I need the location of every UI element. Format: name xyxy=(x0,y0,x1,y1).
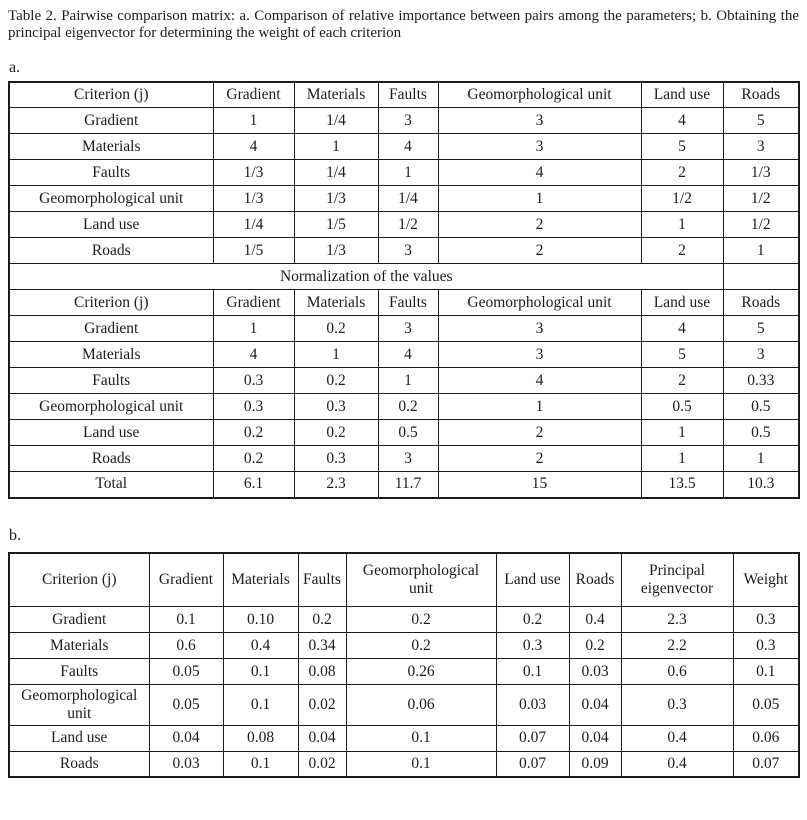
criterion-cell: Faults xyxy=(9,160,213,186)
value-cell: 1/3 xyxy=(213,186,294,212)
value-cell: 0.08 xyxy=(223,725,298,751)
table-row xyxy=(9,685,799,726)
criterion-cell: Land use xyxy=(9,725,149,751)
table-row xyxy=(9,751,799,777)
value-cell: 1 xyxy=(641,446,723,472)
section-b-label: b. xyxy=(9,526,21,544)
column-header-cell: Gradient xyxy=(213,290,294,316)
table-caption: Table 2. Pairwise comparison matrix: a. Comparison of relative importance between pairs among the parameters; b. Obtaining the principal eigenvector for determining the weight of each criterion xyxy=(8,8,799,41)
value-cell: 1/5 xyxy=(213,238,294,264)
value-cell: 0.03 xyxy=(149,751,223,777)
column-header-cell: Materials xyxy=(294,82,378,108)
column-header-cell: Roads xyxy=(723,82,799,108)
value-cell: 1 xyxy=(641,420,723,446)
value-cell: 0.3 xyxy=(621,685,733,726)
value-cell: 2.3 xyxy=(294,472,378,498)
value-cell: 0.05 xyxy=(733,685,799,726)
value-cell: 0.4 xyxy=(569,607,621,633)
column-header-cell: Weight xyxy=(733,553,799,607)
table-row xyxy=(9,553,799,607)
criterion-cell: Materials xyxy=(9,342,213,368)
value-cell: 2 xyxy=(438,420,641,446)
table-row xyxy=(9,212,799,238)
value-cell: 3 xyxy=(378,316,438,342)
value-cell: 1/3 xyxy=(213,160,294,186)
value-cell: 3 xyxy=(378,238,438,264)
criterion-cell: Faults xyxy=(9,368,213,394)
criterion-cell: Land use xyxy=(9,212,213,238)
value-cell: 3 xyxy=(723,342,799,368)
value-cell: 0.1 xyxy=(149,607,223,633)
value-cell: 1/2 xyxy=(723,212,799,238)
value-cell: 2 xyxy=(438,238,641,264)
table-b-body xyxy=(9,553,799,778)
value-cell: 0.1 xyxy=(223,751,298,777)
value-cell: 3 xyxy=(438,108,641,134)
value-cell: 11.7 xyxy=(378,472,438,498)
value-cell: 0.6 xyxy=(621,659,733,685)
value-cell: 1 xyxy=(723,446,799,472)
column-header-cell: Principal eigenvector xyxy=(621,553,733,607)
criterion-cell: Geomorphological unit xyxy=(9,186,213,212)
value-cell: 1 xyxy=(294,342,378,368)
value-cell: 1/4 xyxy=(294,160,378,186)
column-header-cell: Geomorphological unit xyxy=(346,553,496,607)
table-row xyxy=(9,472,799,498)
criterion-cell: Materials xyxy=(9,134,213,160)
value-cell: 0.26 xyxy=(346,659,496,685)
value-cell: 0.06 xyxy=(346,685,496,726)
value-cell: 0.04 xyxy=(569,725,621,751)
column-header-cell: Gradient xyxy=(149,553,223,607)
value-cell: 0.1 xyxy=(346,725,496,751)
table-row xyxy=(9,394,799,420)
value-cell: 2.2 xyxy=(621,633,733,659)
criterion-cell: Geomorphological unit xyxy=(9,394,213,420)
normalization-label-cell: Normalization of the values xyxy=(9,264,723,290)
value-cell: 4 xyxy=(641,316,723,342)
value-cell: 6.1 xyxy=(213,472,294,498)
value-cell: 0.2 xyxy=(294,368,378,394)
value-cell: 0.2 xyxy=(346,607,496,633)
value-cell: 0.03 xyxy=(569,659,621,685)
value-cell: 3 xyxy=(723,134,799,160)
table-row xyxy=(9,446,799,472)
value-cell: 5 xyxy=(641,342,723,368)
value-cell: 0.02 xyxy=(298,685,346,726)
table-row xyxy=(9,420,799,446)
column-header-cell: Land use xyxy=(496,553,569,607)
table-row xyxy=(9,725,799,751)
column-header-cell: Criterion (j) xyxy=(9,553,149,607)
value-cell: 0.2 xyxy=(213,446,294,472)
total-label-cell: Total xyxy=(9,472,213,498)
section-a-label: a. xyxy=(9,58,21,76)
value-cell: 4 xyxy=(438,368,641,394)
value-cell: 3 xyxy=(438,134,641,160)
column-header-cell: Faults xyxy=(298,553,346,607)
value-cell: 0.3 xyxy=(294,446,378,472)
column-header-cell: Faults xyxy=(378,82,438,108)
value-cell: 0.3 xyxy=(213,394,294,420)
value-cell: 0.10 xyxy=(223,607,298,633)
value-cell: 2.3 xyxy=(621,607,733,633)
table-row xyxy=(9,238,799,264)
value-cell: 0.2 xyxy=(378,394,438,420)
value-cell: 0.5 xyxy=(378,420,438,446)
value-cell: 0.3 xyxy=(294,394,378,420)
table-row xyxy=(9,316,799,342)
column-header-cell: Materials xyxy=(223,553,298,607)
value-cell: 0.06 xyxy=(733,725,799,751)
value-cell: 0.3 xyxy=(213,368,294,394)
table-b-principal-eigenvector xyxy=(8,552,800,779)
value-cell: 0.4 xyxy=(621,725,733,751)
value-cell: 0.04 xyxy=(298,725,346,751)
value-cell: 0.08 xyxy=(298,659,346,685)
value-cell: 15 xyxy=(438,472,641,498)
table-a-body xyxy=(9,82,799,498)
criterion-cell: Faults xyxy=(9,659,149,685)
value-cell: 4 xyxy=(438,160,641,186)
value-cell: 0.07 xyxy=(733,751,799,777)
value-cell: 0.33 xyxy=(723,368,799,394)
value-cell: 1 xyxy=(723,238,799,264)
column-header-cell: Faults xyxy=(378,290,438,316)
value-cell: 0.3 xyxy=(496,633,569,659)
value-cell: 0.07 xyxy=(496,725,569,751)
value-cell: 1 xyxy=(294,134,378,160)
value-cell: 0.4 xyxy=(621,751,733,777)
value-cell: 5 xyxy=(723,316,799,342)
column-header-cell: Geomorphological unit xyxy=(438,82,641,108)
value-cell: 1/3 xyxy=(294,186,378,212)
value-cell: 1 xyxy=(213,108,294,134)
table-row xyxy=(9,659,799,685)
value-cell: 1/2 xyxy=(723,186,799,212)
table-row xyxy=(9,368,799,394)
empty-cell xyxy=(723,264,799,290)
value-cell: 0.1 xyxy=(223,685,298,726)
value-cell: 0.1 xyxy=(346,751,496,777)
value-cell: 3 xyxy=(438,342,641,368)
value-cell: 0.07 xyxy=(496,751,569,777)
value-cell: 1/2 xyxy=(378,212,438,238)
value-cell: 1/4 xyxy=(378,186,438,212)
value-cell: 4 xyxy=(641,108,723,134)
table-row xyxy=(9,186,799,212)
value-cell: 0.2 xyxy=(298,607,346,633)
criterion-cell: Gradient xyxy=(9,607,149,633)
value-cell: 0.09 xyxy=(569,751,621,777)
value-cell: 2 xyxy=(438,212,641,238)
value-cell: 0.1 xyxy=(733,659,799,685)
value-cell: 0.5 xyxy=(723,394,799,420)
value-cell: 0.04 xyxy=(149,725,223,751)
column-header-cell: Criterion (j) xyxy=(9,82,213,108)
value-cell: 4 xyxy=(378,134,438,160)
criterion-cell: Land use xyxy=(9,420,213,446)
value-cell: 3 xyxy=(378,108,438,134)
value-cell: 0.4 xyxy=(223,633,298,659)
value-cell: 0.2 xyxy=(346,633,496,659)
criterion-cell: Materials xyxy=(9,633,149,659)
value-cell: 0.2 xyxy=(294,420,378,446)
value-cell: 4 xyxy=(213,134,294,160)
value-cell: 4 xyxy=(378,342,438,368)
table-row xyxy=(9,633,799,659)
value-cell: 3 xyxy=(378,446,438,472)
value-cell: 2 xyxy=(641,160,723,186)
table-row xyxy=(9,108,799,134)
column-header-cell: Roads xyxy=(569,553,621,607)
value-cell: 1/2 xyxy=(641,186,723,212)
value-cell: 0.1 xyxy=(496,659,569,685)
column-header-cell: Materials xyxy=(294,290,378,316)
value-cell: 4 xyxy=(213,342,294,368)
table-row xyxy=(9,607,799,633)
value-cell: 0.34 xyxy=(298,633,346,659)
value-cell: 0.2 xyxy=(496,607,569,633)
table-row xyxy=(9,160,799,186)
column-header-cell: Criterion (j) xyxy=(9,290,213,316)
value-cell: 1/3 xyxy=(723,160,799,186)
table-a-pairwise-comparison xyxy=(8,81,800,499)
value-cell: 0.05 xyxy=(149,659,223,685)
criterion-cell: Roads xyxy=(9,751,149,777)
value-cell: 1 xyxy=(641,212,723,238)
value-cell: 5 xyxy=(723,108,799,134)
criterion-cell: Gradient xyxy=(9,316,213,342)
criterion-cell: Roads xyxy=(9,238,213,264)
value-cell: 1/3 xyxy=(294,238,378,264)
value-cell: 1 xyxy=(438,186,641,212)
value-cell: 2 xyxy=(641,368,723,394)
column-header-cell: Land use xyxy=(641,290,723,316)
value-cell: 1/4 xyxy=(294,108,378,134)
value-cell: 1 xyxy=(378,368,438,394)
table-row xyxy=(9,264,799,290)
value-cell: 0.2 xyxy=(294,316,378,342)
value-cell: 1/5 xyxy=(294,212,378,238)
column-header-cell: Roads xyxy=(723,290,799,316)
column-header-cell: Gradient xyxy=(213,82,294,108)
value-cell: 0.1 xyxy=(223,659,298,685)
value-cell: 0.2 xyxy=(569,633,621,659)
value-cell: 0.5 xyxy=(723,420,799,446)
table-row xyxy=(9,134,799,160)
criterion-cell: Roads xyxy=(9,446,213,472)
value-cell: 0.02 xyxy=(298,751,346,777)
table-row xyxy=(9,342,799,368)
value-cell: 0.2 xyxy=(213,420,294,446)
table-row xyxy=(9,82,799,108)
value-cell: 3 xyxy=(438,316,641,342)
value-cell: 1 xyxy=(213,316,294,342)
value-cell: 10.3 xyxy=(723,472,799,498)
value-cell: 1/4 xyxy=(213,212,294,238)
value-cell: 0.03 xyxy=(496,685,569,726)
table-row xyxy=(9,290,799,316)
value-cell: 5 xyxy=(641,134,723,160)
value-cell: 1 xyxy=(438,394,641,420)
value-cell: 0.3 xyxy=(733,633,799,659)
criterion-cell: Gradient xyxy=(9,108,213,134)
value-cell: 1 xyxy=(378,160,438,186)
value-cell: 13.5 xyxy=(641,472,723,498)
column-header-cell: Geomorphological unit xyxy=(438,290,641,316)
value-cell: 0.3 xyxy=(733,607,799,633)
criterion-cell: Geomorphological unit xyxy=(9,685,149,726)
value-cell: 0.04 xyxy=(569,685,621,726)
value-cell: 0.5 xyxy=(641,394,723,420)
value-cell: 2 xyxy=(641,238,723,264)
value-cell: 0.05 xyxy=(149,685,223,726)
value-cell: 0.6 xyxy=(149,633,223,659)
column-header-cell: Land use xyxy=(641,82,723,108)
value-cell: 2 xyxy=(438,446,641,472)
